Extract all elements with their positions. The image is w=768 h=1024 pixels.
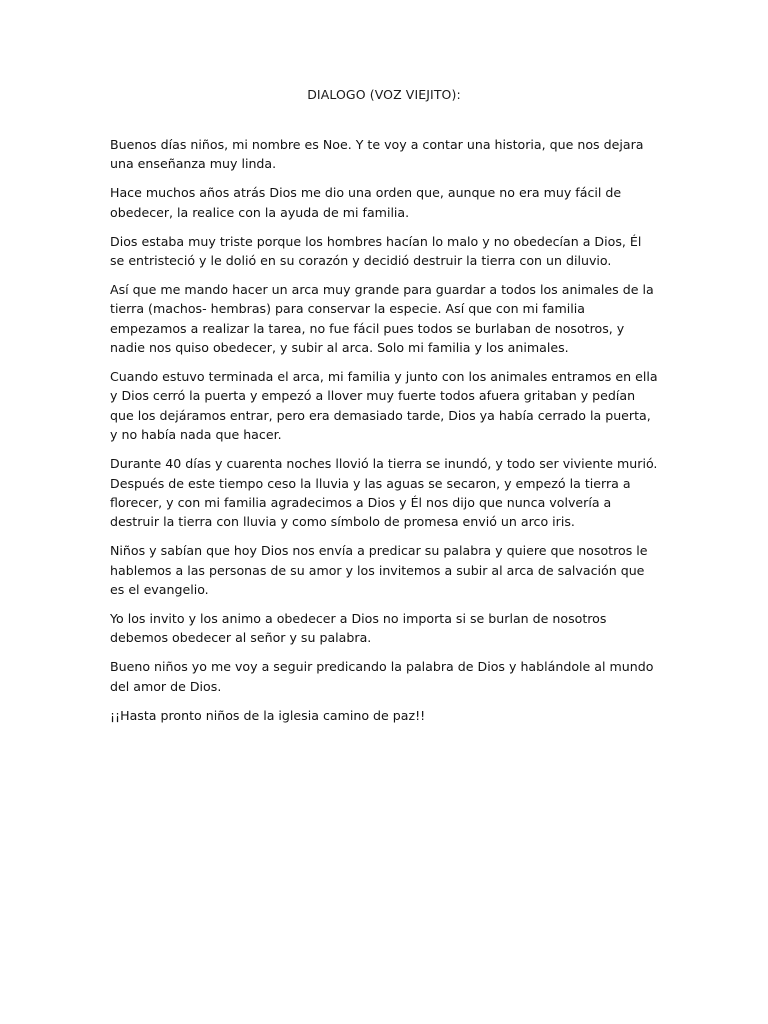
document-title: DIALOGO (VOZ VIEJITO): <box>307 87 461 102</box>
document-body <box>110 135 658 735</box>
paragraph-10: ¡¡Hasta pronto niños de la iglesia camino de paz!! <box>110 707 426 723</box>
paragraph-3: Dios estaba muy triste porque los hombres hacían lo malo y no obedecían a Dios, Él se entristeció y le dolió en su corazón y decidió destruir la tierra con un diluvio. <box>110 233 642 269</box>
paragraph-6: Durante 40 días y cuarenta noches llovió la tierra se inundó, y todo ser viviente murió. Después de este tiempo ceso la lluvia y las aguas se secaron, y empezó la tierra a florecer, y con mi familia agradecimos a Dios y Él nos dijo que nunca volvería a destruir la tierra con lluvia y como símbolo de promesa envió un arco iris. <box>110 456 658 530</box>
paragraph-5: Cuando estuvo terminada el arca, mi familia y junto con los animales entramos en ella y Dios cerró la puerta y empezó a llover muy fuerte todos afuera gritaban y pedían que los dejáramos entrar, pero era demasiado tarde, Dios ya había cerrado la puerta, y no había nada que hacer. <box>110 369 658 443</box>
paragraph-2: Hace muchos años atrás Dios me dio una orden que, aunque no era muy fácil de obedecer, la realice con la ayuda de mi familia. <box>110 185 622 220</box>
paragraph-4: Así que me mando hacer un arca muy grande para guardar a todos los animales de la tierra (machos- hembras) para conservar la especie. Así que con mi familia empezamos a realizar la tarea, no fue fácil pues todos se burlaban de nosotros, y nadie nos quiso obedecer, y subir al arca. Solo mi familia y los animales. <box>110 281 654 356</box>
paragraph-9: Bueno niños yo me voy a seguir predicando la palabra de Dios y hablándole al mundo del amor de Dios. <box>110 659 654 694</box>
paragraph-1: Buenos días niños, mi nombre es Noe. Y te voy a contar una historia, que nos dejara una enseñanza muy linda. <box>110 137 644 172</box>
paragraph-8: Yo los invito y los animo a obedecer a Dios no importa si se burlan de nosotros debemos obedecer al señor y su palabra. <box>110 611 607 646</box>
paragraph-7: Niños y sabían que hoy Dios nos envía a predicar su palabra y quiere que nosotros le hablemos a las personas de su amor y los invitemos a subir al arca de salvación que es el evangelio. <box>110 543 648 598</box>
